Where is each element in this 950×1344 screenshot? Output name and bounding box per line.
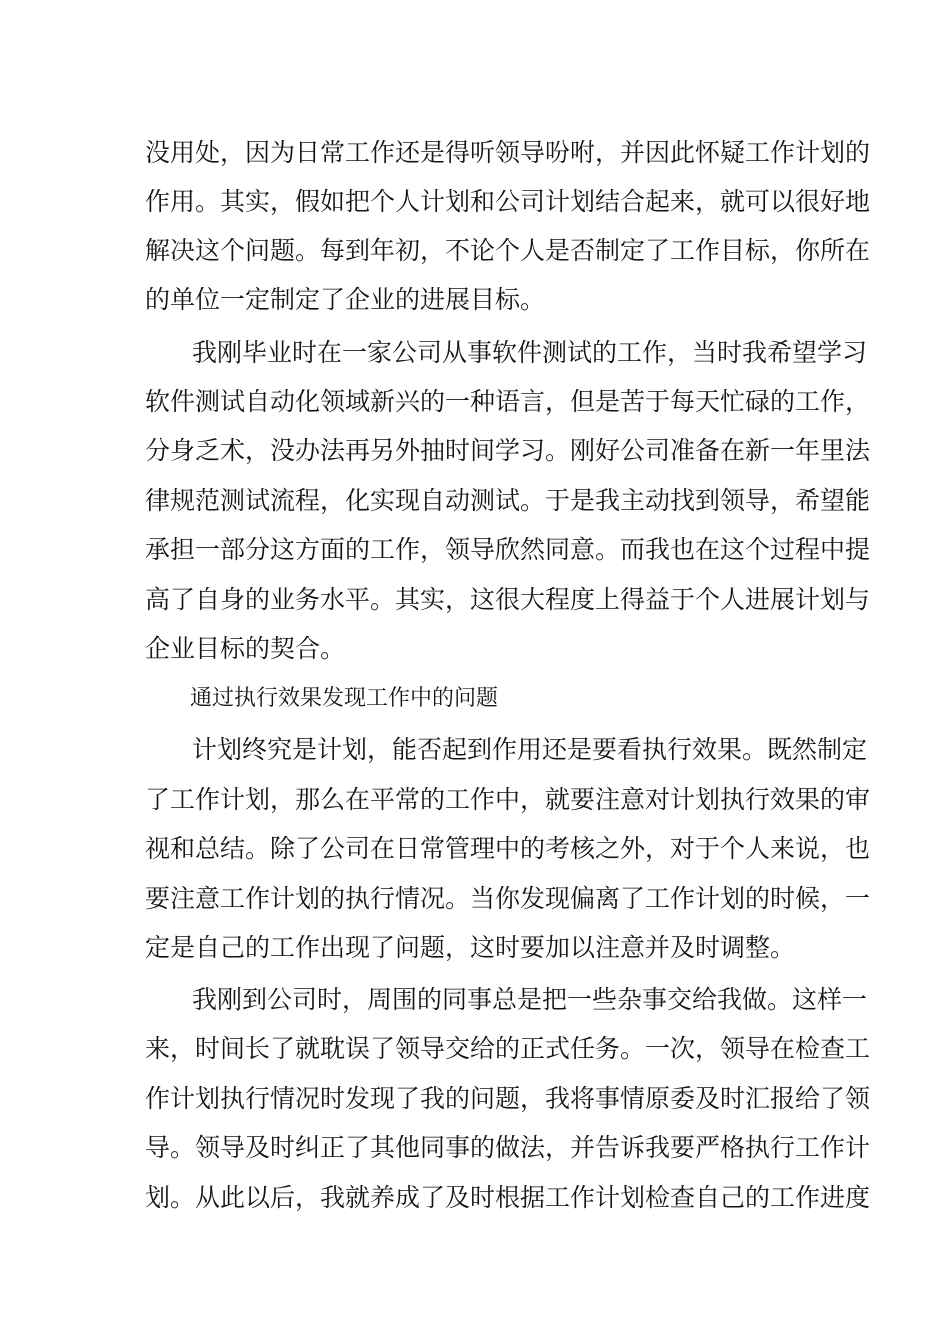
- paragraph-2-line-2: 软件测试自动化领域新兴的一种语言，但是苦于每天忙碌的工作，: [145, 387, 871, 416]
- paragraph-2-line-7: 企业目标的契合。: [145, 634, 346, 663]
- paragraph-4-line-1: 我刚到公司时，周围的同事总是把一些杂事交给我做。这样一: [192, 985, 868, 1014]
- paragraph-3-line-5: 定是自己的工作出现了问题，这时要加以注意并及时调整。: [145, 933, 796, 962]
- paragraph-1-line-1: 没用处，因为日常工作还是得听领导吩咐，并因此怀疑工作计划的: [145, 138, 871, 167]
- paragraph-2-line-4: 律规范测试流程，化实现自动测试。于是我主动找到领导，希望能: [145, 486, 871, 515]
- paragraph-1-line-2: 作用。其实，假如把个人计划和公司计划结合起来，就可以很好地: [145, 187, 871, 216]
- paragraph-4-line-5: 划。从此以后，我就养成了及时根据工作计划检查自己的工作进度: [145, 1183, 871, 1212]
- paragraph-2-line-3: 分身乏术，没办法再另外抽时间学习。刚好公司准备在新一年里法: [145, 436, 871, 465]
- paragraph-1-line-4: 的单位一定制定了企业的进展目标。: [145, 285, 546, 314]
- paragraph-3-line-1: 计划终究是计划，能否起到作用还是要看执行效果。既然制定: [192, 735, 868, 764]
- paragraph-3-line-3: 视和总结。除了公司在日常管理中的考核之外，对于个人来说，也: [145, 834, 871, 863]
- paragraph-4-line-2: 来，时间长了就耽误了领导交给的正式任务。一次，领导在检查工: [145, 1034, 871, 1063]
- paragraph-1-line-3: 解决这个问题。每到年初，不论个人是否制定了工作目标，你所在: [145, 236, 871, 265]
- paragraph-2-line-6: 高了自身的业务水平。其实，这很大程度上得益于个人进展计划与: [145, 585, 871, 614]
- paragraph-3-line-4: 要注意工作计划的执行情况。当你发现偏离了工作计划的时候，一: [145, 884, 871, 913]
- paragraph-4-line-4: 导。领导及时纠正了其他同事的做法，并告诉我要严格执行工作计: [145, 1133, 871, 1162]
- paragraph-2-line-5: 承担一部分这方面的工作，领导欣然同意。而我也在这个过程中提: [145, 535, 871, 564]
- paragraph-4-line-3: 作计划执行情况时发现了我的问题，我将事情原委及时汇报给了领: [145, 1084, 871, 1113]
- paragraph-2-line-1: 我刚毕业时在一家公司从事软件测试的工作，当时我希望学习: [192, 338, 868, 367]
- section-heading: 通过执行效果发现工作中的问题: [190, 686, 499, 711]
- paragraph-3-line-2: 了工作计划，那么在平常的工作中，就要注意对计划执行效果的审: [145, 785, 871, 814]
